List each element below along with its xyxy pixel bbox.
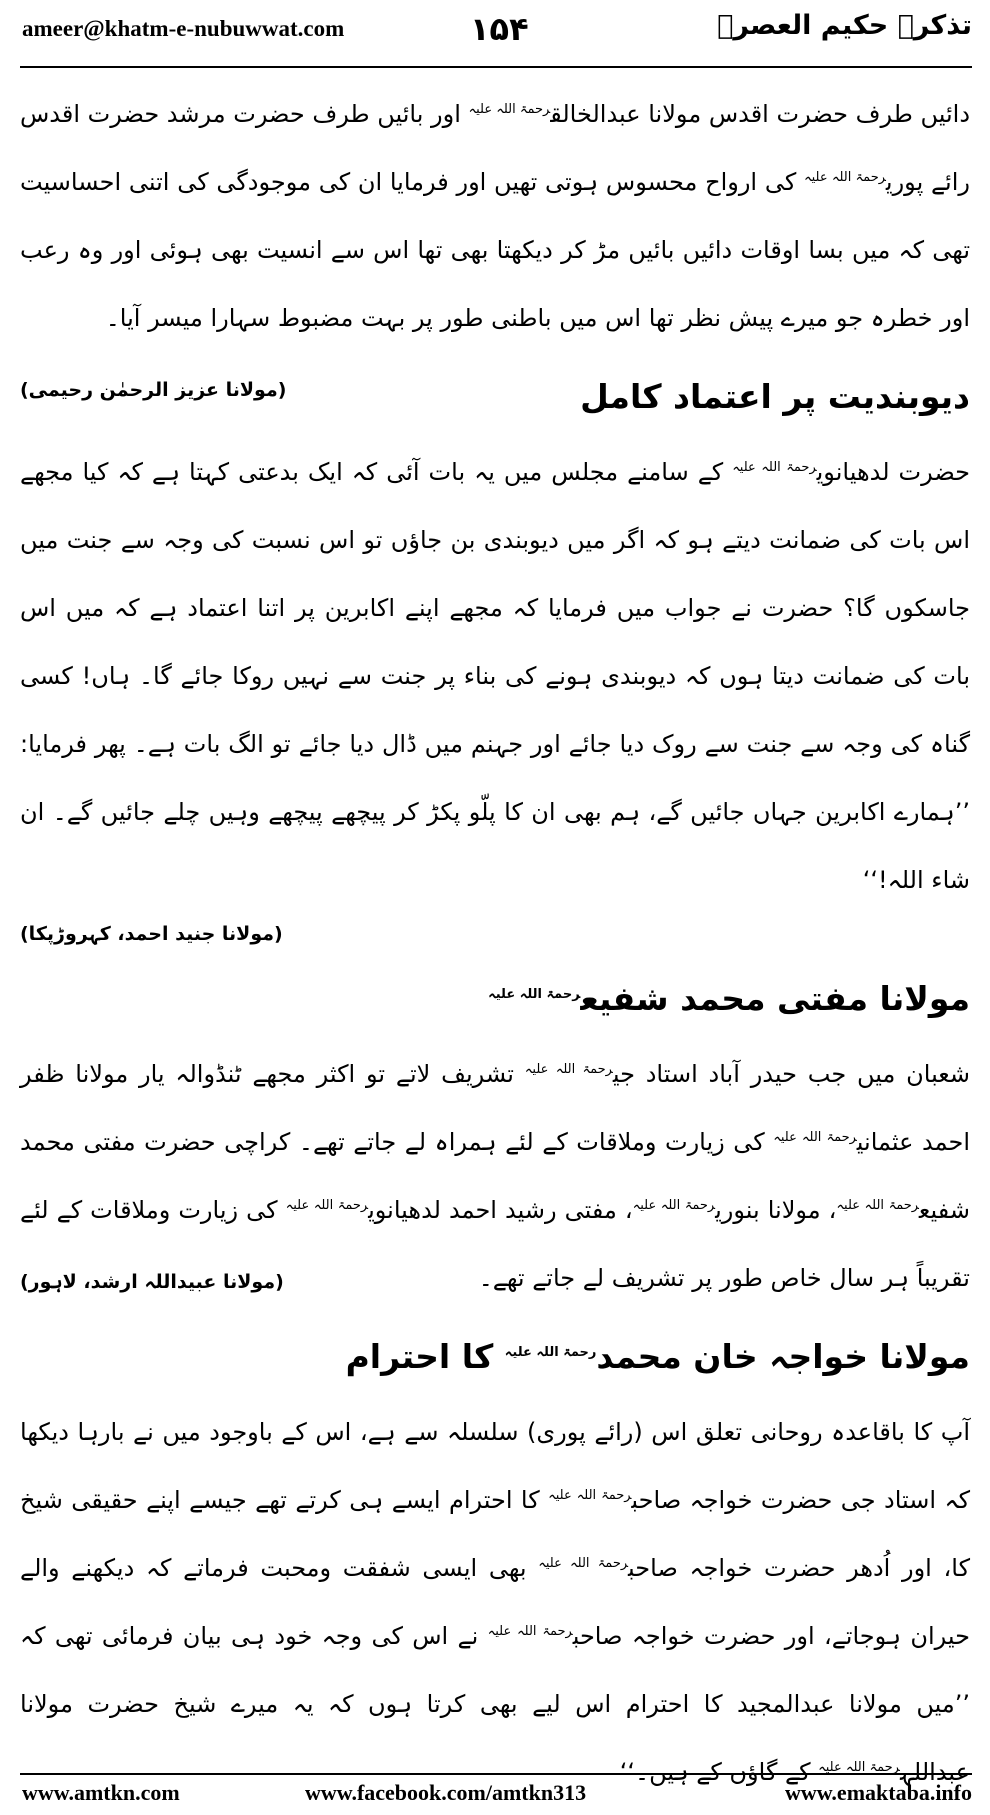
citation: (مولانا جنید احمد، کہروڑپکا): [20, 923, 283, 945]
honorific-mark: رحمۃ اللہ علیہ: [548, 1488, 632, 1503]
section-heading: مولانا خواجہ خان محمد$^{رحمۃ اللہ علیہ}$ کا احترام: [345, 1337, 970, 1376]
honorific-mark: رحمۃ اللہ علیہ: [836, 1198, 919, 1213]
paragraph: حضرت لدھیانوی$^{رحمۃ اللہ علیہ}$ کے سامنے مجلس میں یہ بات آئی کہ ایک بدعتی کہتا ہے کہ کیا مجھے اس بات کی ضمانت دیتے ہو کہ اگر میں دیوبندی بن جاؤں تو اس نسبت کی وجہ سے جنت میں جاسکوں گا؟ حضرت نے جواب میں فرمایا کہ مجھے اپنے اکابرین پر اتنا اعتماد ہے کہ میں اس بات کی ضمانت دیتا ہوں کہ دیوبندی ہونے کی بناء پر جنت سے نہیں روکا جائے گا۔ ہاں! کسی گناہ کی وجہ سے جنت سے روک دیا جائے اور جہنم میں ڈال دیا جائے تو الگ بات ہے۔ پھر فرمایا: ’’ہمارے اکابرین جہاں جائیں گے، ہم بھی ان کا پلّو پکڑ کر پیچھے پیچھے وہیں چلے جائیں گے۔ ان شاء اللہ!‘‘: [20, 458, 970, 894]
citation: (مولانا عزیز الرحمٰن رحیمی): [20, 379, 287, 401]
honorific-mark: رحمۃ اللہ علیہ: [538, 1556, 629, 1571]
honorific-mark: رحمۃ اللہ علیہ: [804, 170, 886, 185]
section-heading: مولانا مفتی محمد شفیع$^{رحمۃ اللہ علیہ}$: [488, 979, 970, 1018]
footer-link-amtkn[interactable]: www.amtkn.com: [22, 1780, 180, 1805]
page-number: ۱۵۴: [470, 10, 529, 48]
honorific-mark: رحمۃ اللہ علیہ: [524, 1062, 613, 1077]
honorific-mark: رحمۃ اللہ علیہ: [468, 102, 551, 117]
honorific-mark: رحمۃ اللہ علیہ: [632, 1198, 716, 1213]
honorific-mark: رحمۃ اللہ علیہ: [504, 1345, 597, 1360]
footer-link-facebook[interactable]: www.facebook.com/amtkn313: [305, 1780, 587, 1805]
paragraph: شعبان میں جب حیدر آباد استاد جی$^{رحمۃ اللہ علیہ}$ تشریف لاتے تو اکثر مجھے ٹنڈوالہ یار مولانا ظفر احمد عثمانی$^{رحمۃ اللہ علیہ}$ کی زیارت وملاقات کے لئے ہمراہ لے جاتے تھے۔ کراچی حضرت مفتی محمد شفیع$^{رحمۃ اللہ علیہ}$، مولانا بنوری$^{رحمۃ اللہ علیہ}$، مفتی رشید احمد لدھیانوی$^{رحمۃ اللہ علیہ}$ کی زیارت وملاقات کے لئے تقریباً ہر سال خاص طور پر تشریف لے جاتے تھے۔ (مولانا عبیداللہ ارشد، لاہور): [20, 1040, 970, 1312]
honorific-mark: رحمۃ اللہ علیہ: [773, 1130, 857, 1145]
book-title: تذکرہ حکیم العصرؒ: [717, 10, 972, 41]
paragraph: آپ کا باقاعدہ روحانی تعلق اس (رائے پوری) سلسلہ سے ہے، اس کے باوجود میں نے بارہا دیکھا کہ استاد جی حضرت خواجہ صاحب$^{رحمۃ اللہ علیہ}$ کا احترام ایسے ہی کرتے تھے جیسے اپنے حقیقی شیخ کا، اور اُدھر حضرت خواجہ صاحب$^{رحمۃ اللہ علیہ}$ بھی ایسی شفقت ومحبت فرماتے کہ دیکھنے والے حیران ہوجاتے، اور حضرت خواجہ صاحب$^{رحمۃ اللہ علیہ}$ نے اس کی وجہ خود ہی بیان فرمائی تھی کہ ’’میں مولانا عبدالمجید کا احترام اس لیے بھی کرتا ہوں کہ یہ میرے شیخ حضرت مولانا عبداللہ$^{رحمۃ اللہ علیہ}$ کے گاؤں کے ہیں۔‘‘: [20, 1418, 971, 1786]
header-rule: [20, 66, 972, 68]
honorific-mark: رحمۃ اللہ علیہ: [732, 460, 817, 475]
header-email: ameer@khatm-e-nubuwwat.com: [22, 16, 345, 41]
paragraph-intro: دائیں طرف حضرت اقدس مولانا عبدالخالق$^{رحمۃ اللہ علیہ}$ اور بائیں طرف حضرت مرشد حضرت اقدس رائے پوری$^{رحمۃ اللہ علیہ}$ کی ارواح محسوس ہوتی تھیں اور فرمایا ان کی موجودگی کی اتنی احساسیت تھی کہ میں بسا اوقات دائیں بائیں مڑ کر دیکھتا بھی تھا اس سے انسیت بھی ہوئی اور وہ رعب اور خطرہ جو میرے پیش نظر تھا اس میں باطنی طور پر بہت مضبوط سہارا میسر آیا۔ (مولانا عزیز الرحمٰن رحیمی): [20, 80, 970, 352]
page-body: [20, 80, 970, 1806]
footer-link-emaktaba[interactable]: www.emaktaba.info: [784, 1780, 972, 1805]
honorific-mark: رحمۃ اللہ علیہ: [487, 1624, 573, 1639]
honorific-mark: رحمۃ اللہ علیہ: [285, 1198, 369, 1213]
footer-rule: [20, 1773, 972, 1775]
honorific-mark: رحمۃ اللہ علیہ: [488, 987, 581, 1002]
citation: (مولانا عبیداللہ ارشد، لاہور): [20, 1271, 284, 1293]
section-heading: دیوبندیت پر اعتماد کامل: [580, 377, 970, 416]
honorific-mark: رحمۃ اللہ علیہ: [818, 1760, 900, 1775]
